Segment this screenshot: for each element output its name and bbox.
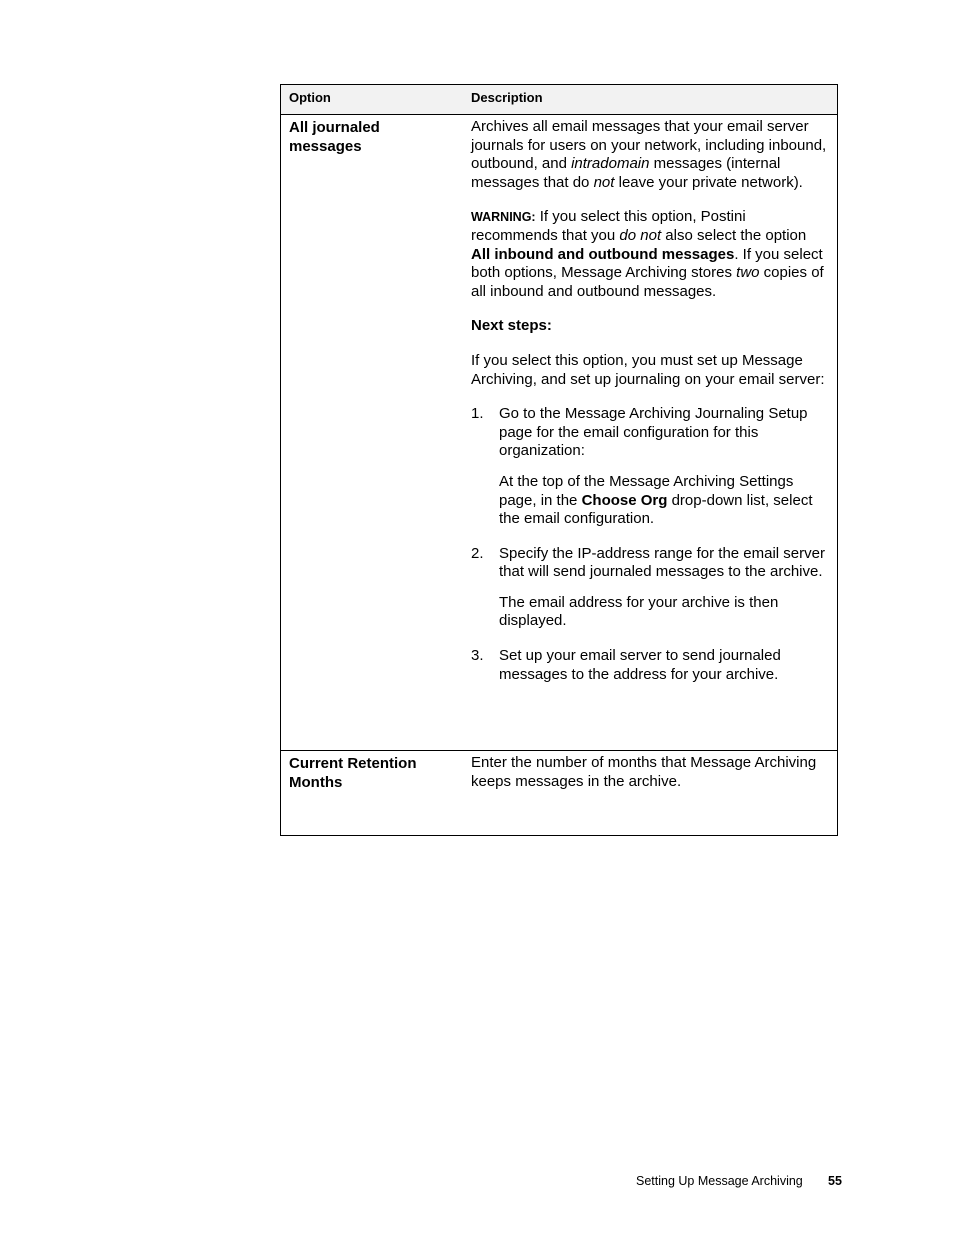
table-row	[281, 751, 837, 835]
step-body	[499, 545, 829, 631]
step-body	[499, 647, 829, 684]
option-reference: All inbound and outbound messages	[471, 245, 735, 263]
emphasis: not	[593, 173, 615, 191]
emphasis: two	[736, 264, 760, 282]
text-run: leave your private network).	[614, 173, 803, 191]
step-body	[499, 405, 829, 529]
text-run: messages (internal messages that do	[471, 155, 781, 191]
emphasis: intradomain	[571, 155, 650, 173]
list-item	[471, 405, 829, 529]
text-run: If you select this option, Postini recommends that you	[471, 208, 746, 244]
options-table	[280, 84, 838, 836]
option-name: Current Retention Months	[289, 755, 417, 791]
step-number: 1.	[471, 405, 484, 423]
description-paragraph	[471, 118, 829, 192]
table-header	[281, 85, 837, 115]
ui-reference: Choose Org	[581, 491, 668, 509]
step-note: The email address for your archive is then displayed.	[499, 593, 779, 630]
text-run: Archives all email messages that your email server journals for users on your network, including inbound, outbound, and	[471, 118, 827, 173]
warning-paragraph	[471, 208, 829, 301]
emphasis: do not	[619, 226, 662, 244]
option-description: Enter the number of months that Message Archiving keeps messages in the archive.	[471, 754, 817, 790]
step-text: Go to the Message Archiving Journaling Setup page for the email configuration for this organization:	[499, 405, 808, 460]
table-row	[281, 115, 837, 751]
text-run: . If you select both options, Message Archiving stores	[471, 245, 823, 282]
footer-section-title: Setting Up Message Archiving	[636, 1174, 803, 1188]
step-number: 2.	[471, 544, 484, 562]
next-steps-label: Next steps:	[471, 317, 552, 335]
text-run: drop-down list, select the email configuration.	[499, 491, 813, 528]
list-item	[471, 545, 829, 631]
option-description	[463, 115, 837, 750]
next-steps-heading	[471, 317, 829, 336]
header-option: Option	[289, 90, 331, 105]
warning-label: WARNING:	[471, 210, 536, 225]
steps-list	[471, 405, 829, 684]
page-number: 55	[828, 1174, 842, 1188]
step-note	[499, 473, 829, 529]
step-text: Set up your email server to send journaled messages to the address for your archive.	[499, 647, 781, 683]
text-run: At the top of the Message Archiving Settings page, in the	[499, 472, 794, 509]
text-run: copies of all inbound and outbound messages.	[471, 264, 824, 300]
step-text: Specify the IP-address range for the email server that will send journaled messages to the archive.	[499, 544, 825, 581]
list-item	[471, 647, 829, 684]
option-name: All journaled messages	[289, 119, 380, 155]
intro-paragraph: If you select this option, you must set up Message Archiving, and set up journaling on your email server:	[471, 351, 825, 388]
step-number: 3.	[471, 647, 484, 665]
page-footer	[636, 1174, 842, 1188]
header-description: Description	[471, 90, 543, 105]
text-run: also select the option	[661, 226, 807, 244]
